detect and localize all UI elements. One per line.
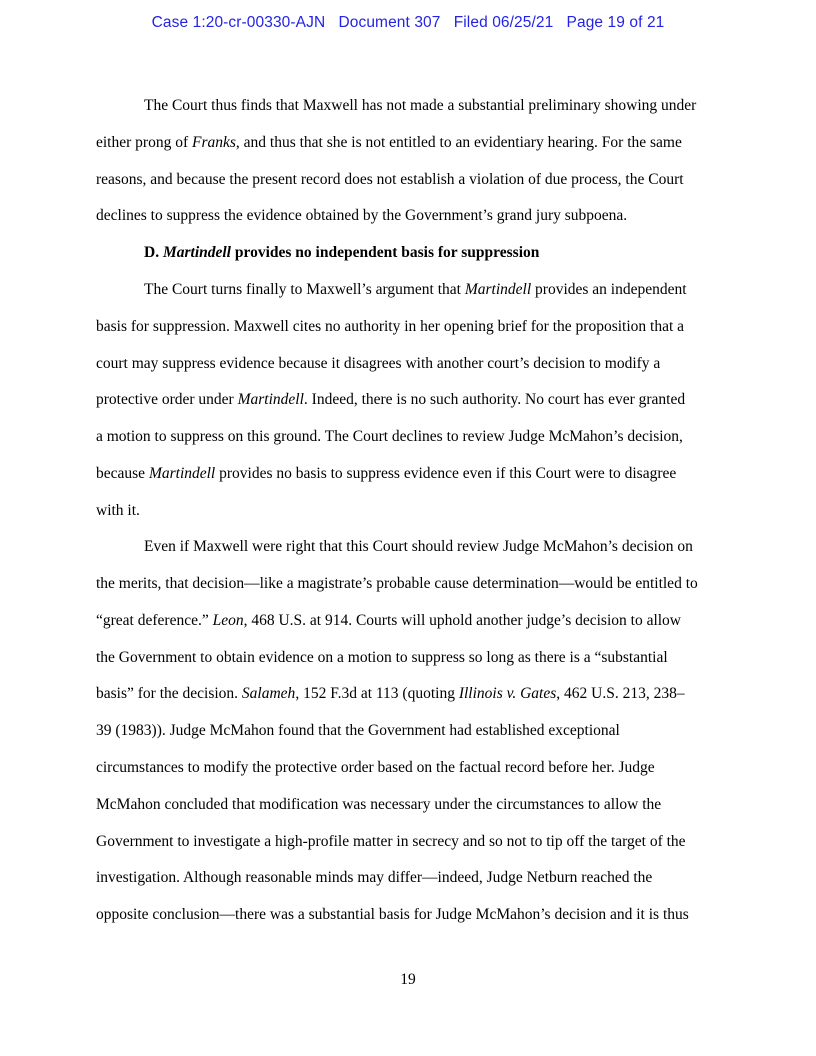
text-line bbox=[96, 171, 684, 189]
text-segment: protective order under bbox=[96, 391, 238, 408]
text-segment: circumstances to modify the protective order based on the factual record before her. Judge bbox=[96, 759, 655, 776]
text-line bbox=[96, 796, 661, 814]
text-segment: declines to suppress the evidence obtained by the Government’s grand jury subpoena. bbox=[96, 207, 628, 224]
text-segment: , 152 F.3d at 113 (quoting bbox=[295, 685, 459, 702]
text-segment: McMahon concluded that modification was necessary under the circumstances to allow the bbox=[96, 796, 662, 813]
text-segment: either prong of bbox=[96, 134, 192, 151]
text-line bbox=[96, 207, 627, 225]
text-segment: reasons, and because the present record does not establish a violation of due process, the Court bbox=[96, 171, 684, 188]
text-segment: basis for suppression. Maxwell cites no authority in her opening brief for the proposition that a bbox=[96, 318, 685, 335]
text-line bbox=[144, 97, 696, 115]
text-line bbox=[96, 759, 655, 777]
text-segment: court may suppress evidence because it disagrees with another court’s decision to modify a bbox=[96, 355, 661, 372]
text-segment: . Indeed, there is no such authority. No court has ever granted bbox=[303, 391, 686, 408]
text-segment: The Court turns finally to Maxwell’s argument that bbox=[144, 281, 465, 298]
text-segment: D. bbox=[144, 244, 163, 261]
text-line bbox=[144, 538, 693, 556]
text-segment: opposite conclusion—there was a substantial basis for Judge McMahon’s decision and it is thus bbox=[96, 906, 689, 923]
text-segment: Government to investigate a high-profile matter in secrecy and so not to tip off the target of the bbox=[96, 833, 686, 850]
text-segment: the Government to obtain evidence on a motion to suppress so long as there is a “substantial bbox=[96, 649, 668, 666]
text-segment: the merits, that decision—like a magistrate’s probable cause determination—would be entitled to bbox=[96, 575, 698, 592]
text-segment: investigation. Although reasonable minds may differ—indeed, Judge Netburn reached the bbox=[96, 869, 653, 886]
text-line bbox=[96, 318, 684, 336]
text-line bbox=[96, 649, 668, 667]
italic-citation: Martindell bbox=[148, 465, 216, 482]
text-line bbox=[96, 869, 652, 887]
text-segment: provides no independent basis for suppression bbox=[231, 244, 540, 261]
text-line bbox=[144, 281, 687, 299]
italic-citation: Martindell bbox=[464, 281, 532, 298]
text-segment: basis” for the decision. bbox=[96, 685, 242, 702]
text-segment: a motion to suppress on this ground. The Court declines to review Judge McMahon’s decision, bbox=[96, 428, 683, 445]
text-segment: Even if Maxwell were right that this Court should review Judge McMahon’s decision on bbox=[144, 538, 693, 555]
text-segment: , 468 U.S. at 914. Courts will uphold another judge’s decision to allow bbox=[243, 612, 681, 629]
text-line bbox=[96, 502, 140, 520]
text-line bbox=[96, 612, 681, 630]
text-segment: provides no basis to suppress evidence even if this Court were to disagree bbox=[215, 465, 677, 482]
text-segment: , 462 U.S. 213, 238– bbox=[556, 685, 685, 702]
text-line bbox=[96, 134, 682, 152]
italic-citation: Illinois v. Gates bbox=[458, 685, 557, 702]
italic-citation: Salameh bbox=[241, 685, 296, 702]
italic-citation: Franks bbox=[191, 134, 236, 151]
text-segment: The Court thus finds that Maxwell has not made a substantial preliminary showing under bbox=[144, 97, 697, 114]
text-line bbox=[96, 722, 620, 740]
text-segment: 39 (1983)). Judge McMahon found that the Government had established exceptional bbox=[96, 722, 620, 739]
text-segment: with it. bbox=[96, 502, 140, 519]
text-segment: provides an independent bbox=[531, 281, 687, 298]
text-line bbox=[96, 685, 685, 703]
text-segment: “great deference.” bbox=[96, 612, 213, 629]
text-line bbox=[96, 575, 698, 593]
text-segment: because bbox=[96, 465, 149, 482]
text-line bbox=[96, 428, 683, 446]
italic-citation: Martindell bbox=[237, 391, 304, 408]
page-number: 19 bbox=[400, 971, 416, 988]
text-line bbox=[96, 833, 686, 851]
italic-citation: Martindell bbox=[162, 244, 231, 261]
text-line bbox=[96, 906, 689, 924]
section-heading bbox=[144, 244, 539, 262]
italic-citation: Leon bbox=[212, 612, 244, 629]
text-segment: , and thus that she is not entitled to an evidentiary hearing. For the same bbox=[235, 134, 682, 151]
case-header: Case 1:20-cr-00330-AJN Document 307 Filed 06/25/21 Page 19 of 21 bbox=[151, 14, 665, 31]
text-line bbox=[96, 465, 676, 483]
text-line bbox=[96, 391, 685, 409]
text-line bbox=[96, 355, 660, 373]
